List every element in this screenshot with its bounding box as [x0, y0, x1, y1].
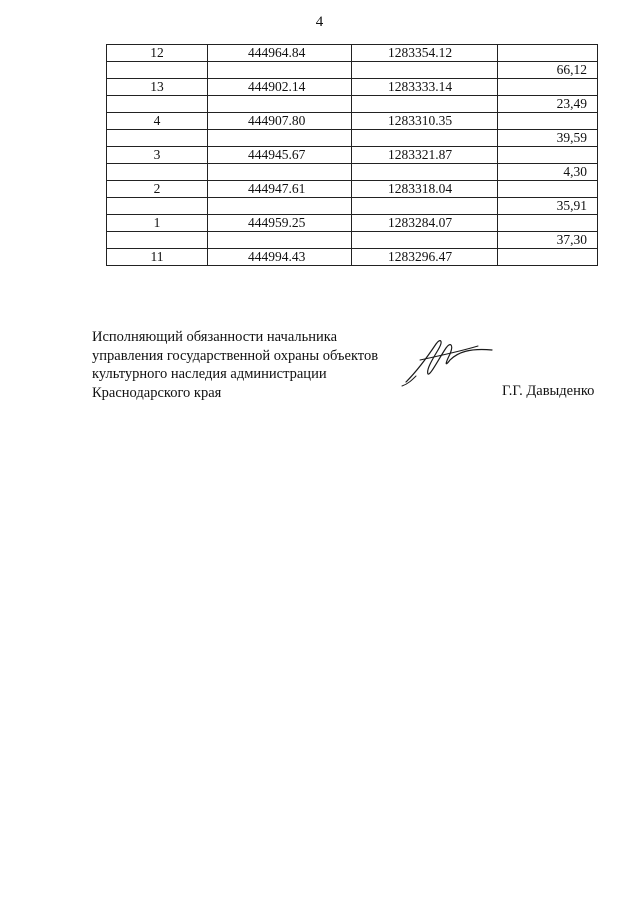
y-coordinate-cell	[352, 96, 498, 113]
point-number-cell: 13	[107, 79, 208, 96]
point-number-cell: 2	[107, 181, 208, 198]
point-number-cell: 1	[107, 215, 208, 232]
table-row	[107, 130, 598, 147]
table-row	[107, 198, 598, 215]
distance-cell: 35,91	[498, 198, 598, 215]
table-row	[107, 45, 598, 62]
point-number-cell	[107, 96, 208, 113]
y-coordinate-cell: 1283333.14	[352, 79, 498, 96]
y-coordinate-cell: 1283318.04	[352, 181, 498, 198]
y-coordinate-cell	[352, 198, 498, 215]
signatory-title-line: Краснодарского края	[92, 384, 222, 401]
table-row	[107, 79, 598, 96]
signer-name: Г.Г. Давыденко	[502, 383, 595, 399]
y-coordinate-cell: 1283296.47	[352, 249, 498, 266]
table-row	[107, 96, 598, 113]
coordinates-table	[106, 44, 598, 266]
distance-cell	[498, 215, 598, 232]
table-row	[107, 113, 598, 130]
distance-cell: 66,12	[498, 62, 598, 79]
x-coordinate-cell	[208, 164, 352, 181]
distance-cell: 37,30	[498, 232, 598, 249]
y-coordinate-cell	[352, 130, 498, 147]
table-row	[107, 215, 598, 232]
table-row	[107, 147, 598, 164]
x-coordinate-cell: 444959.25	[208, 215, 352, 232]
y-coordinate-cell	[352, 232, 498, 249]
distance-cell	[498, 147, 598, 164]
y-coordinate-cell: 1283354.12	[352, 45, 498, 62]
point-number-cell: 11	[107, 249, 208, 266]
table-row	[107, 232, 598, 249]
y-coordinate-cell	[352, 62, 498, 79]
y-coordinate-cell: 1283321.87	[352, 147, 498, 164]
coordinates-table-body	[107, 45, 598, 266]
distance-cell	[498, 181, 598, 198]
distance-cell: 39,59	[498, 130, 598, 147]
distance-cell: 4,30	[498, 164, 598, 181]
point-number-cell	[107, 198, 208, 215]
x-coordinate-cell	[208, 198, 352, 215]
x-coordinate-cell: 444945.67	[208, 147, 352, 164]
distance-cell	[498, 249, 598, 266]
x-coordinate-cell: 444902.14	[208, 79, 352, 96]
x-coordinate-cell: 444964.84	[208, 45, 352, 62]
x-coordinate-cell: 444947.61	[208, 181, 352, 198]
point-number-cell	[107, 232, 208, 249]
x-coordinate-cell	[208, 96, 352, 113]
x-coordinate-cell: 444994.43	[208, 249, 352, 266]
point-number-cell	[107, 130, 208, 147]
distance-cell	[498, 79, 598, 96]
signatory-title-line: Исполняющий обязанности начальника	[92, 329, 338, 345]
distance-cell: 23,49	[498, 96, 598, 113]
point-number-cell: 12	[107, 45, 208, 62]
distance-cell	[498, 113, 598, 130]
point-number-cell: 4	[107, 113, 208, 130]
signatory-title-line: культурного наследия администрации	[92, 366, 327, 382]
distance-cell	[498, 45, 598, 62]
point-number-cell	[107, 62, 208, 79]
table-row	[107, 62, 598, 79]
table-row	[107, 181, 598, 198]
handwritten-signature	[398, 330, 498, 390]
table-row	[107, 164, 598, 181]
x-coordinate-cell	[208, 62, 352, 79]
signatory-title-line: управления государственной охраны объектов	[92, 347, 379, 364]
y-coordinate-cell: 1283310.35	[352, 113, 498, 130]
page-number: 4	[315, 14, 324, 30]
signatory-title	[92, 328, 412, 402]
y-coordinate-cell	[352, 164, 498, 181]
point-number-cell: 3	[107, 147, 208, 164]
x-coordinate-cell	[208, 130, 352, 147]
x-coordinate-cell: 444907.80	[208, 113, 352, 130]
y-coordinate-cell: 1283284.07	[352, 215, 498, 232]
table-row	[107, 249, 598, 266]
x-coordinate-cell	[208, 232, 352, 249]
point-number-cell	[107, 164, 208, 181]
